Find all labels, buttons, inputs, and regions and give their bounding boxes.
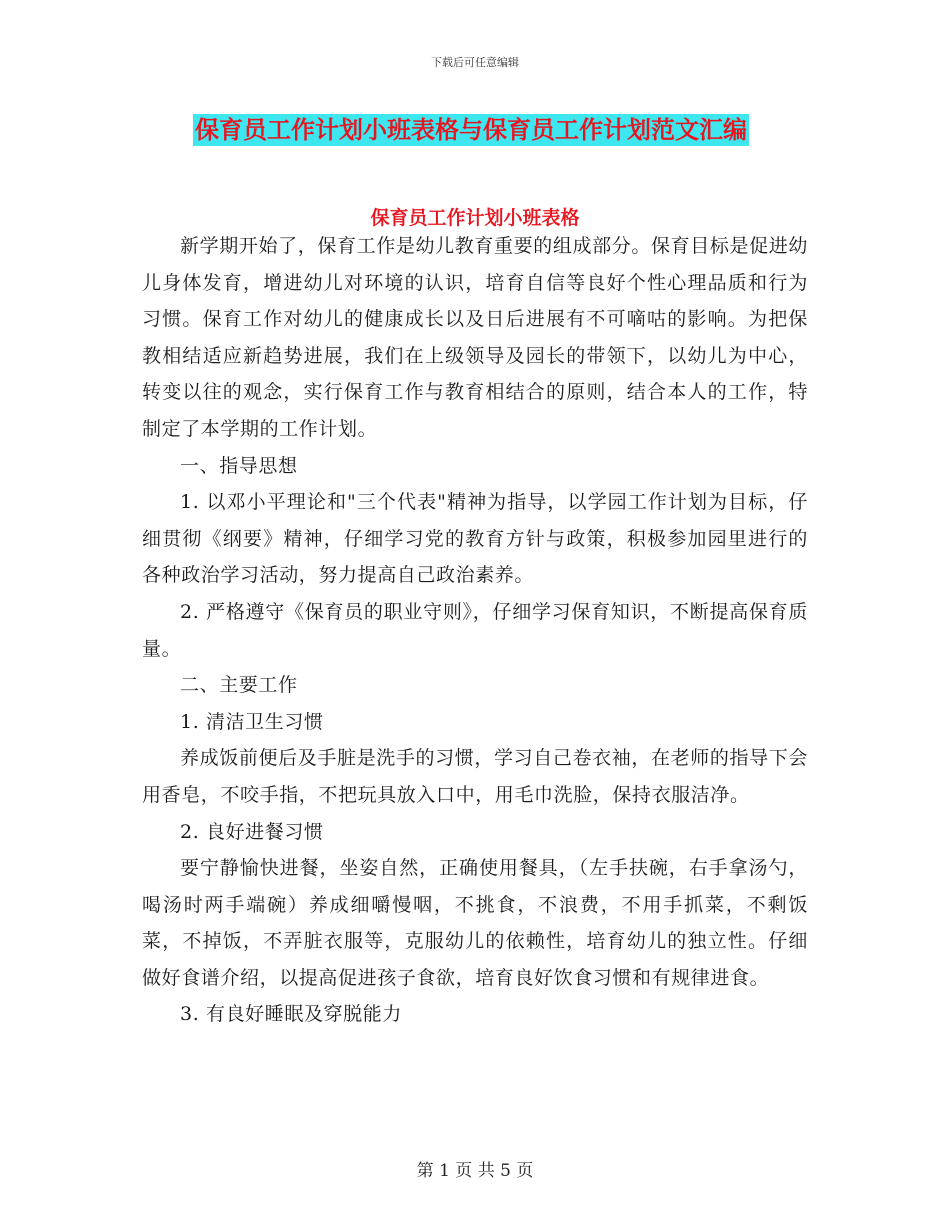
heading-main-work: 二、主要工作 — [180, 674, 298, 697]
paragraph-intro: 新学期开始了，保育工作是幼儿教育重要的组成部分。保育目标是促进幼儿身体发育，增进幼儿对环境的认识，培育自信等良好个性心理品质和行为习惯。保育工作对幼儿的健康成长以及日后进展有不可嘀咕的影响。为把保教相结适应新趋势进展，我们在上级领导及园长的带领下，以幼儿为中心，转变以往的观念，实行保育工作与教育相结合的原则，结合本人的工作，特制定了本学期的工作计划。 — [142, 235, 808, 440]
body-text — [142, 228, 808, 1033]
section-title: 保育员工作计划小班表格 — [370, 207, 580, 229]
subheading-hygiene: 1. 清洁卫生习惯 — [180, 710, 324, 733]
paragraph-item-2: 2. 严格遵守《保育员的职业守则》，仔细学习保育知识，不断提高保育质量。 — [142, 600, 808, 660]
subheading-sleep: 3. 有良好睡眠及穿脱能力 — [180, 1003, 402, 1026]
subheading-eating: 2. 良好进餐习惯 — [180, 820, 324, 843]
page-number: 第 1 页 共 5 页 — [416, 1161, 534, 1181]
header-note: 下载后可任意编辑 — [431, 56, 519, 69]
paragraph-item-1: 1. 以邓小平理论和"三个代表"精神为指导，以学园工作计划为目标，仔细贯彻《纲要》精神，仔细学习党的教育方针与政策，积极参加园里进行的各种政治学习活动，努力提高自己政治素养。 — [142, 491, 808, 587]
main-title: 保育员工作计划小班表格与保育员工作计划范文汇编 — [195, 116, 747, 144]
paragraph-eating: 要宁静愉快进餐，坐姿自然，正确使用餐具，（左手扶碗，右手拿汤勺，喝汤时两手端碗）养成细嚼慢咽，不挑食，不浪费，不用手抓菜，不剩饭菜，不掉饭，不弄脏衣服等，克服幼儿的依赖性，培育幼儿的独立性。仔细做好食谱介绍，以提高促进孩子食欲，培育良好饮食习惯和有规律进食。 — [142, 857, 808, 989]
heading-guiding-ideology: 一、指导思想 — [180, 454, 298, 477]
paragraph-hygiene: 养成饭前便后及手脏是洗手的习惯，学习自己卷衣袖，在老师的指导下会用香皂，不咬手指，不把玩具放入口中，用毛巾洗脸，保持衣服洁净。 — [142, 747, 808, 806]
